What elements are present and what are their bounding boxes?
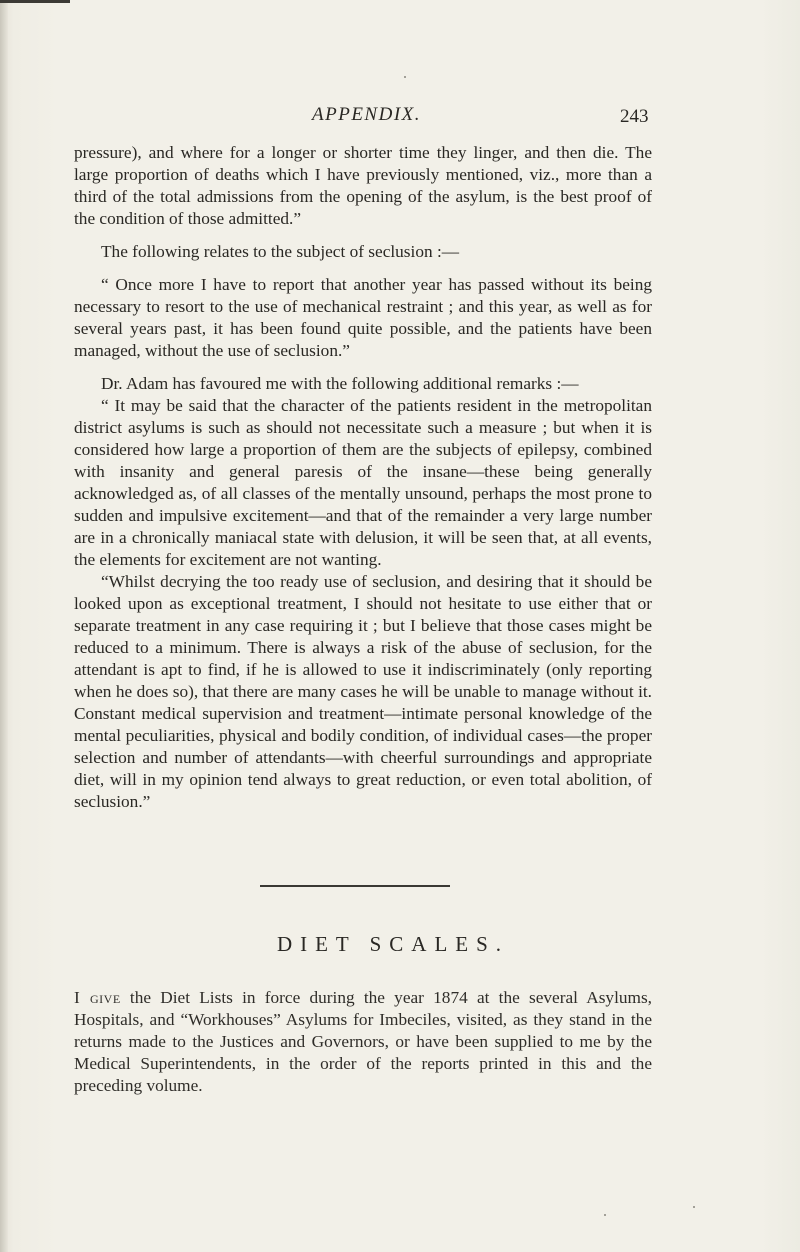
intro-text: the Diet Lists in force during the year 1874 at the several Asylums, Hospitals, and “Workhouses” Asylums for Imbeciles, visited, as they stand in the returns made to the Justices and Governors, or have been supplied to me by the Medical Superintendents, in the order of the reports printed in this and the preceding volume. xyxy=(74,988,653,1095)
body-text xyxy=(74,142,652,813)
paragraph: Dr. Adam has favoured me with the following additional remarks :— xyxy=(101,374,579,393)
paper-speck xyxy=(604,1214,606,1216)
paper-speck xyxy=(404,76,406,78)
binding-edge xyxy=(0,0,8,1252)
paragraph: pressure), and where for a longer or shorter time they linger, and then die. The large proportion of deaths which I have previously mentioned, viz., more than a third of the total admissions from the opening of the asylum, is the best proof of the condition of those admitted.” xyxy=(74,143,652,228)
quoted-paragraph: “Whilst decrying the too ready use of seclusion, and desiring that it should be looked upon as exceptional treatment, I should not hesitate to use either that or separate treatment in any case requiring it ; but I believe that those cases might be reduced to a minimum. There is always a risk of the abuse of seclusion, for the attendant is apt to find, if he is allowed to use it indiscriminately (only reporting when he does so), that there are many cases he will be unable to manage without it. Constant medical supervision and treatment—intimate personal knowledge of the mental peculiarities, physical and bodily condition, of individual cases—the proper selection and number of attendants—with cheerful surroundings and appropriate diet, will in my opinion tend always to great reduction, or even total abolition, of seclusion.” xyxy=(74,572,652,811)
intro-paragraph xyxy=(74,987,652,1097)
section-divider xyxy=(260,885,450,887)
section-heading-text: DIET SCALES. xyxy=(276,932,510,956)
top-edge-mark xyxy=(0,0,70,3)
page-header xyxy=(0,104,800,132)
running-head: APPENDIX. xyxy=(312,104,422,125)
quoted-paragraph: “ It may be said that the character of the patients resident in the metropolitan district asylums is such as should not necessitate such a measure ; but when it is considered how large a proportion of them are the subjects of epilepsy, combined with insanity and general paresis of the insane—these being generally acknowledged as, of all classes of the mentally unsound, perhaps the most prone to sudden and impulsive excitement—and that of the remainder a very large number are in a chronically maniacal state with delusion, it will be seen that, at all events, the elements for excitement are not wanting. xyxy=(74,396,652,569)
page-number: 243 xyxy=(620,106,649,127)
paper-speck xyxy=(693,1206,695,1208)
section-intro xyxy=(74,987,652,1097)
paragraph: The following relates to the subject of seclusion :— xyxy=(101,242,460,261)
intro-lead-smallcaps: I give xyxy=(74,988,121,1007)
section-heading xyxy=(0,932,800,957)
quoted-paragraph: “ Once more I have to report that another year has passed without its being necessary to resort to the use of mechanical restraint ; and this year, as well as for several years past, it has been found quite possible, and the patients have been managed, without the use of seclusion.” xyxy=(74,275,652,360)
